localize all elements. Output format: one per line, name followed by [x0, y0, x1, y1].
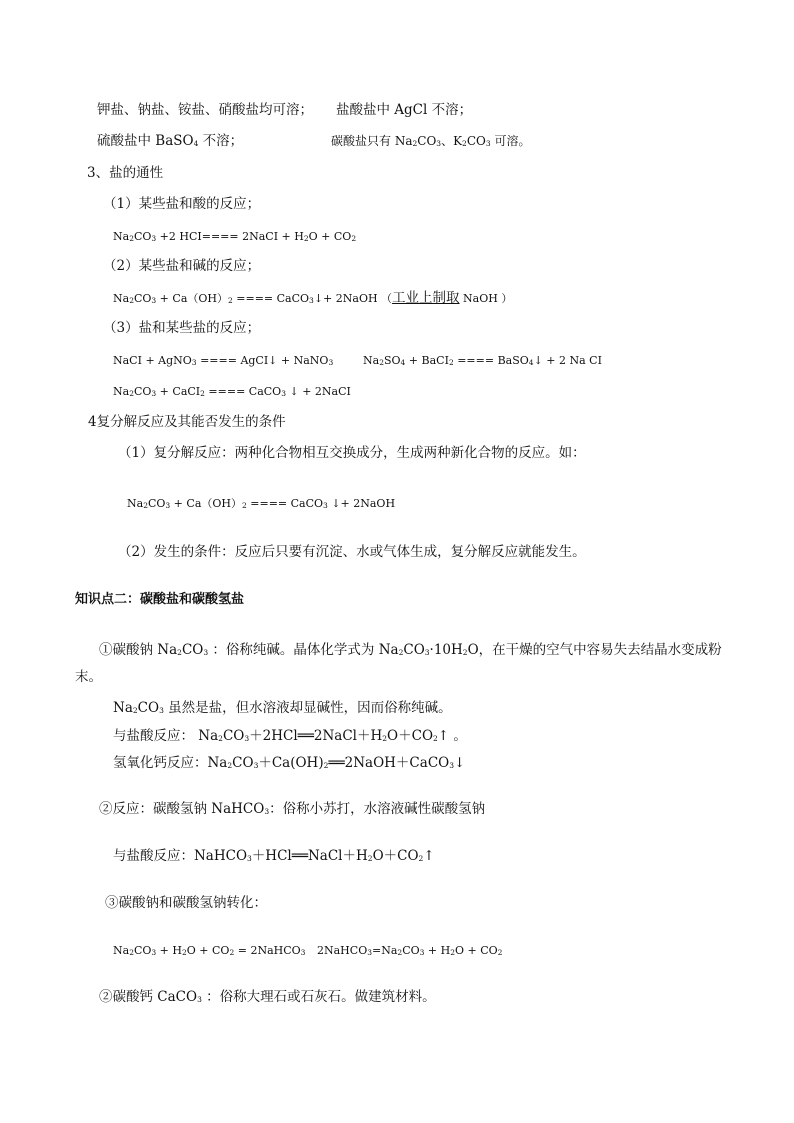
- solubility-rule-4: 碳酸盐只有 $Na_2CO_3$、$K_2CO_3$ 可溶。: [331, 134, 531, 148]
- section-heading-salt-properties: 3、盐的通性: [87, 165, 164, 181]
- conversion-equation-1: $Na_2CO_3 + H_2O + CO_2$ = 2NaHCO$_3$: [113, 944, 306, 957]
- conversion-heading: ③碳酸钠和碳酸氢钠转化：: [105, 895, 267, 911]
- subheading-salt-salt: （3）盐和某些盐的反应；: [103, 320, 261, 336]
- condition-statement: （2）发生的条件：反应后只要有沉淀、水或气体生成，复分解反应就能发生。: [118, 544, 586, 560]
- equation-salt-salt-2: $Na_2SO_4$ + BaCI$_2$ ==== BaSO$_4$↓ + 2 Na CI: [363, 354, 602, 367]
- definition-double-decomposition: （1）复分解反应：两种化合物相互交换成分，生成两种新化合物的反应。如：: [118, 445, 586, 461]
- calcium-carbonate-intro: ②碳酸钙 CaCO$_3$ ：俗称大理石或石灰石。做建筑材料。: [99, 989, 436, 1005]
- subheading-salt-base: （2）某些盐和碱的反应；: [103, 258, 261, 274]
- solubility-rule-2: 盐酸盐中 AgCl 不溶；: [336, 102, 473, 118]
- equation-salt-acid: $Na_2CO_3 +2$ HCI==== 2NaCI + $H_2O + CO_2$: [113, 230, 357, 243]
- reaction-with-hcl: 与盐酸反应： $Na_2CO_3+2HCl══2NaCl+H_2O+CO_2↑$ 。: [113, 728, 467, 744]
- conversion-equation-2: $2NaHCO_3=Na_2CO_3 + H_2O + CO_2$: [317, 944, 503, 957]
- section-heading-double-decomposition: 4复分解反应及其能否发生的条件: [88, 414, 286, 430]
- equation-salt-salt-3: $Na_2CO_3$ + CaCI$_2$ ==== CaCO$_3$ ↓ + 2NaCI: [113, 385, 351, 398]
- sodium-carbonate-intro-cont: 末。: [75, 669, 102, 685]
- knowledge-point-heading: 知识点二：碳酸盐和碳酸氢盐: [75, 592, 245, 607]
- sodium-carbonate-intro: ①碳酸钠 $Na_2CO_3$ ：俗称纯碱。晶体化学式为 $Na_2CO_3\cdot 10H_2O$，在干燥的空气中容易失去结晶水变成粉: [99, 642, 722, 658]
- reaction-with-caoh2: 氢氧化钙反应：$Na_2CO_3+Ca(OH)_2══2NaOH+CaCO_3↓$: [113, 755, 466, 771]
- bicarbonate-reaction-hcl: 与盐酸反应：$NaHCO_3+HCl══NaCl+H_2O+CO_2↑$: [113, 848, 435, 864]
- subheading-salt-acid: （1）某些盐和酸的反应；: [103, 196, 261, 212]
- sodium-carbonate-basicity: $Na_2CO_3$ 虽然是盐，但水溶液却显碱性，因而俗称纯碱。: [113, 700, 452, 716]
- sodium-bicarbonate-intro: ②反应：碳酸氢钠 NaHCO$_3$：俗称小苏打，水溶液碱性碳酸氢钠: [99, 801, 486, 817]
- solubility-rule-1: 钾盐、钠盐、铵盐、硝酸盐均可溶；: [97, 102, 313, 118]
- equation-salt-base: $Na_2CO_3 + Ca(OH)_2$ ==== CaCO$_3$↓+ 2NaOH （工业上制取 NaOH ）: [113, 290, 513, 306]
- equation-salt-salt-1: NaCI + AgNO$_3$ ==== AgCI↓ + NaNO$_3$: [113, 354, 334, 367]
- solubility-rule-3: 硫酸盐中 BaSO$_4$ 不溶；: [97, 133, 244, 149]
- equation-example: $Na_2CO_3 + Ca(OH)_2$ ==== CaCO$_3$ ↓+ 2NaOH: [127, 497, 396, 510]
